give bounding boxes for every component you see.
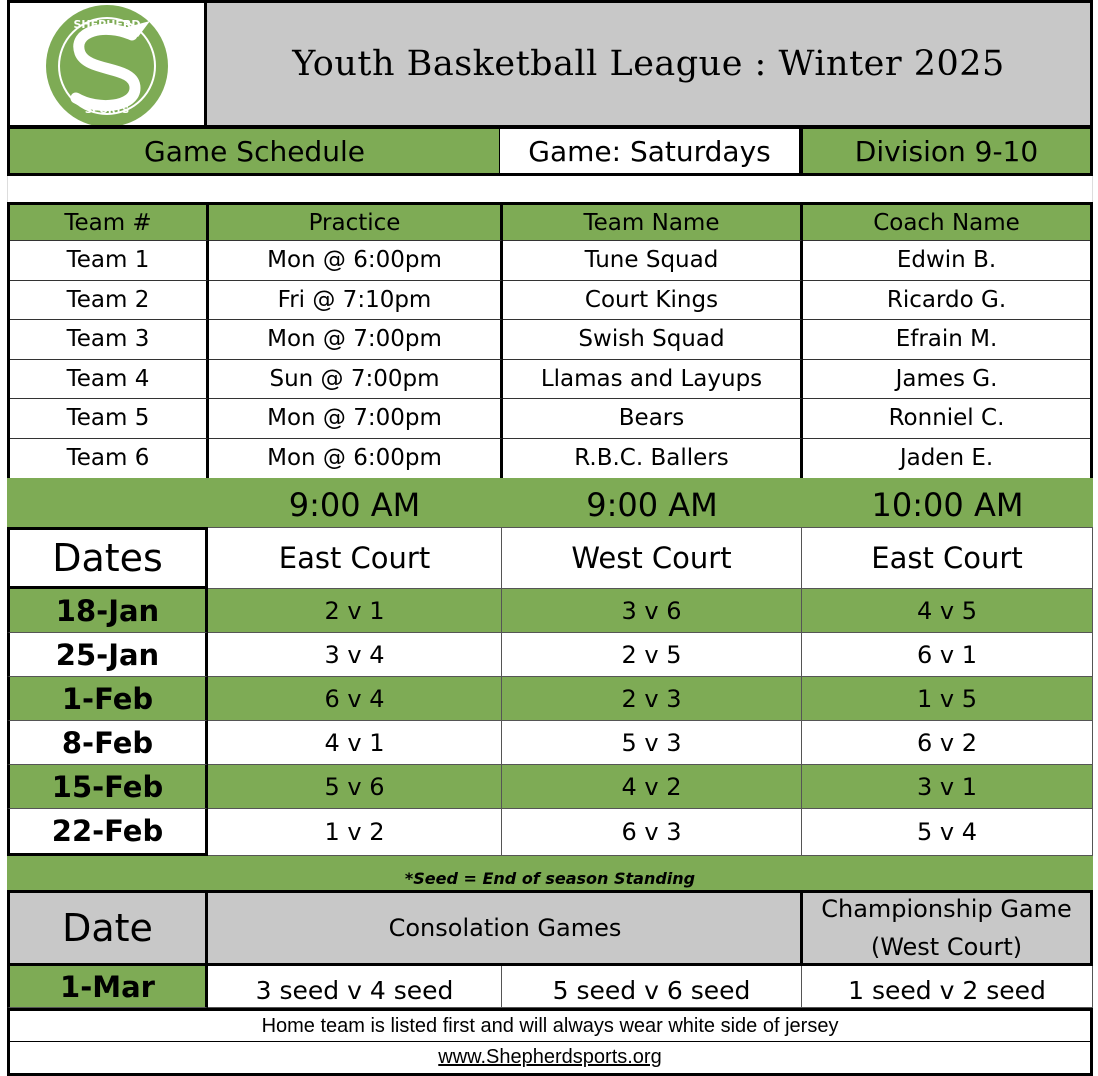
time-slot: 9:00 AM [288, 486, 421, 524]
seed-note [7, 856, 1093, 890]
playoff-game: 5 seed v 6 seed [502, 966, 802, 1008]
matchup: 2 v 5 [502, 633, 802, 677]
team-name: Bears [503, 399, 803, 439]
team-coach: Efrain M. [803, 320, 1090, 360]
matchup: 5 v 3 [502, 721, 802, 765]
game-date: 25-Jan [7, 633, 208, 677]
svg-text:SPORTS: SPORTS [84, 105, 130, 116]
matchup: 6 v 3 [502, 809, 802, 856]
team-header-practice: Practice [209, 205, 503, 241]
team-name: Court Kings [503, 281, 803, 321]
team-number: Team 3 [10, 320, 209, 360]
team-practice: Fri @ 7:10pm [209, 281, 503, 321]
team-coach: Jaden E. [803, 439, 1090, 479]
website-footer [7, 1042, 1093, 1076]
matchup: 1 v 5 [802, 677, 1093, 721]
time-slot: 9:00 AM [586, 486, 718, 524]
team-header-coach: Coach Name [803, 205, 1090, 241]
matchup: 4 v 1 [208, 721, 502, 765]
page-title: Youth Basketball League : Winter 2025 [292, 44, 1005, 84]
team-number: Team 2 [10, 281, 209, 321]
matchup: 5 v 4 [802, 809, 1093, 856]
team-header-num: Team # [10, 205, 209, 241]
game-date: 1-Feb [7, 677, 208, 721]
team-practice: Mon @ 7:00pm [209, 320, 503, 360]
seed-note-text: *Seed = End of season Standing [404, 868, 696, 888]
time-slot: 10:00 AM [871, 486, 1024, 524]
matchup: 3 v 1 [802, 765, 1093, 809]
team-coach: Ronniel C. [803, 399, 1090, 439]
playoff-game: 3 seed v 4 seed [208, 966, 502, 1008]
team-table [7, 202, 1093, 478]
team-name: Llamas and Layups [503, 360, 803, 400]
logo-cell [7, 0, 207, 128]
matchup: 6 v 4 [208, 677, 502, 721]
matchup: 4 v 2 [502, 765, 802, 809]
team-coach: Edwin B. [803, 241, 1090, 281]
game-date: 22-Feb [7, 809, 208, 856]
shepherd-sports-logo [10, 3, 204, 125]
spacer-row [7, 176, 1093, 202]
game-day-label [500, 126, 802, 176]
team-name: Tune Squad [503, 241, 803, 281]
matchup: 1 v 2 [208, 809, 502, 856]
team-practice: Sun @ 7:00pm [209, 360, 503, 400]
matchup: 2 v 1 [208, 589, 502, 633]
team-coach: James G. [803, 360, 1090, 400]
game-date: 8-Feb [7, 721, 208, 765]
title-banner [207, 0, 1093, 128]
website-link[interactable]: www.Shepherdsports.org [438, 1046, 662, 1068]
championship-header [800, 890, 1093, 966]
court-header: East Court [802, 527, 1093, 589]
matchup: 6 v 2 [802, 721, 1093, 765]
team-practice: Mon @ 6:00pm [209, 439, 503, 479]
playoff-date-header: Date [7, 890, 208, 966]
matchup: 5 v 6 [208, 765, 502, 809]
home-team-note: Home team is listed first and will always wear white side of jersey [7, 1008, 1093, 1042]
matchup: 2 v 3 [502, 677, 802, 721]
division-label [800, 126, 1093, 176]
court-header: West Court [502, 527, 802, 589]
team-header-name: Team Name [503, 205, 803, 241]
division-text: Division 9-10 [854, 134, 1039, 168]
team-name: R.B.C. Ballers [503, 439, 803, 479]
matchup: 4 v 5 [802, 589, 1093, 633]
game-date: 15-Feb [7, 765, 208, 809]
team-name: Swish Squad [503, 320, 803, 360]
game-schedule-label [7, 126, 502, 176]
championship-game: 1 seed v 2 seed [802, 966, 1093, 1008]
matchup: 3 v 6 [502, 589, 802, 633]
matchup: 6 v 1 [802, 633, 1093, 677]
team-number: Team 1 [10, 241, 209, 281]
team-practice: Mon @ 6:00pm [209, 241, 503, 281]
championship-title: Championship Game [821, 895, 1072, 923]
team-number: Team 5 [10, 399, 209, 439]
team-practice: Mon @ 7:00pm [209, 399, 503, 439]
championship-court: (West Court) [870, 933, 1023, 961]
game-day-text: Game: Saturdays [528, 134, 771, 168]
matchup: 3 v 4 [208, 633, 502, 677]
game-schedule-text: Game Schedule [144, 134, 365, 168]
playoff-date: 1-Mar [7, 966, 208, 1008]
consolation-header: Consolation Games [208, 890, 802, 966]
svg-text:SHEPHERD: SHEPHERD [73, 18, 141, 31]
game-date: 18-Jan [7, 589, 208, 633]
team-coach: Ricardo G. [803, 281, 1090, 321]
court-header: East Court [208, 527, 502, 589]
team-number: Team 4 [10, 360, 209, 400]
team-number: Team 6 [10, 439, 209, 479]
dates-header: Dates [7, 527, 208, 589]
